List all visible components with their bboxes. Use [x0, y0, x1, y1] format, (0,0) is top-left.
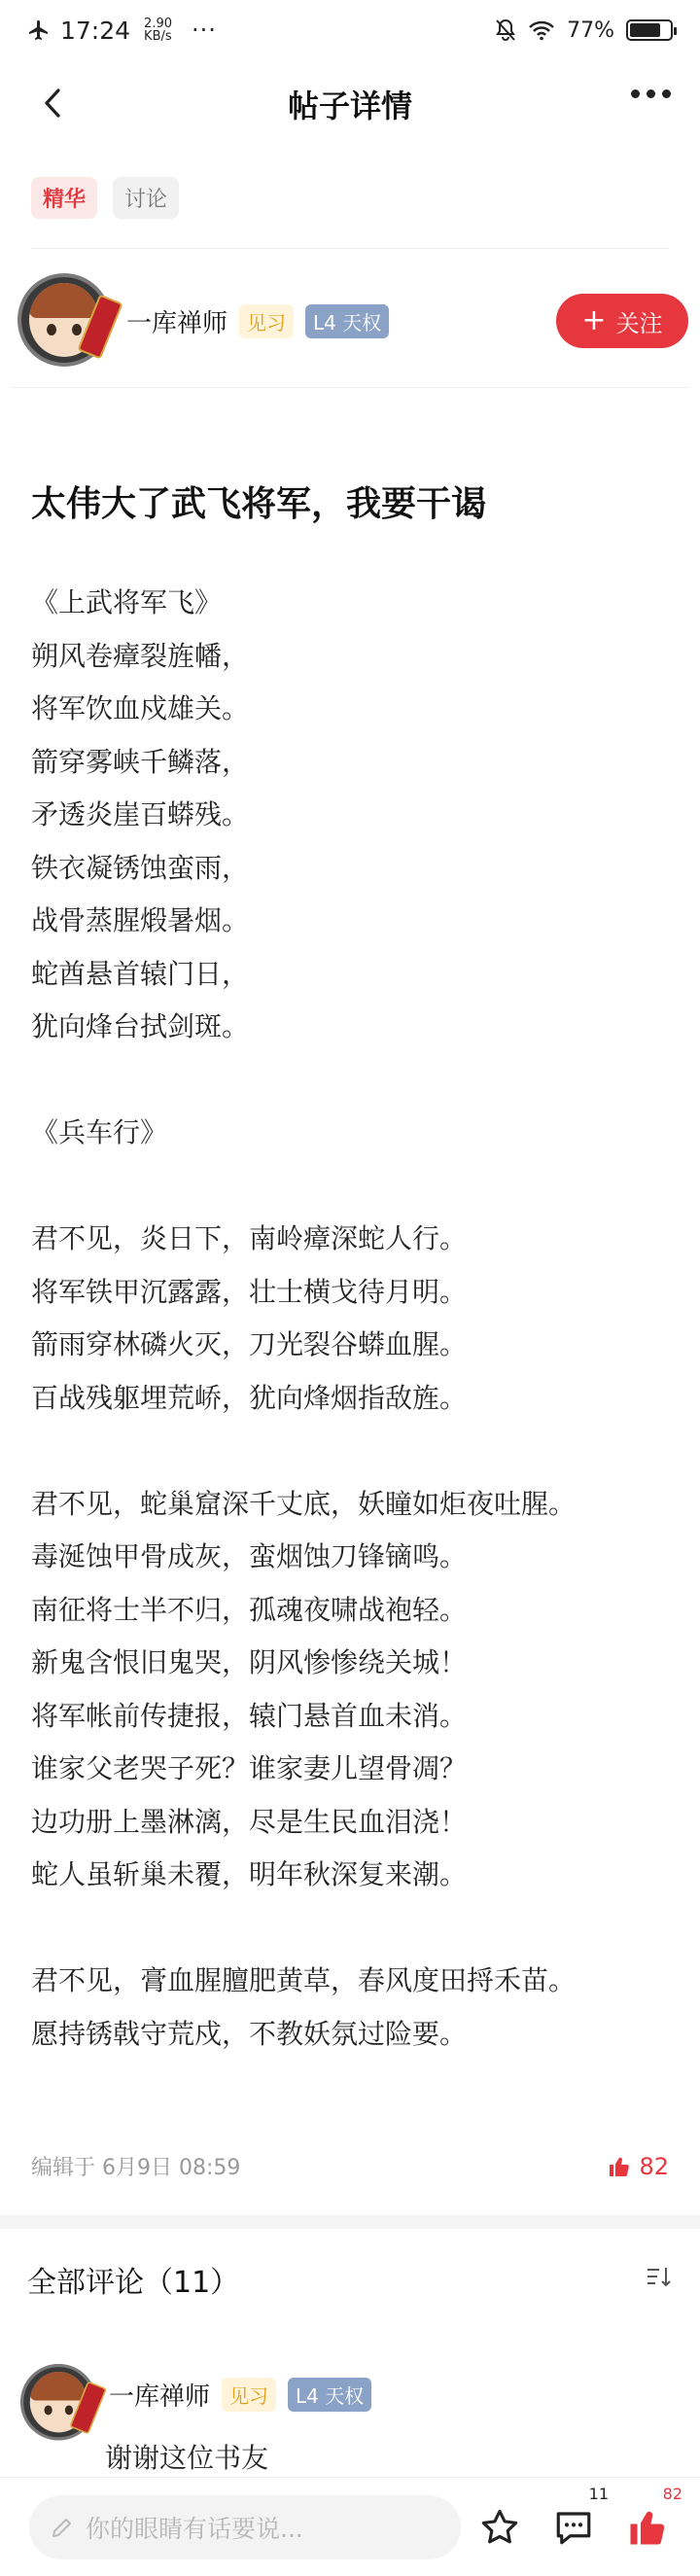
- comment-item: [16, 2351, 677, 2476]
- comment-text: 谢谢这位书友: [105, 2442, 269, 2474]
- follow-button[interactable]: [556, 294, 688, 348]
- thumbs-up-icon: [608, 2155, 631, 2178]
- poem-line: 蛇酋悬首辕门日，: [31, 957, 250, 990]
- post-like-count: 82: [639, 2152, 669, 2180]
- poem-line: 愿持锈戟守荒戍，不教妖氛过险要。: [31, 2017, 468, 2050]
- poem-line: 朔风卷瘴裂旌幡，: [31, 639, 250, 672]
- comment-input-placeholder: 你的眼睛有话要说...: [86, 2514, 303, 2543]
- post-like-button[interactable]: [608, 2153, 669, 2180]
- poem-line: 边功册上墨淋漓，尽是生民血泪浇！: [31, 1805, 468, 1838]
- star-icon: [479, 2507, 520, 2548]
- dot-icon: [631, 89, 640, 98]
- commenter-name[interactable]: 一库禅师: [109, 2382, 211, 2412]
- poem-line: 新鬼含恨旧鬼哭，阴风惨惨绕关城！: [31, 1646, 468, 1678]
- rank-badge: 见习: [222, 2378, 276, 2412]
- avatar[interactable]: [12, 267, 126, 374]
- poem-line: 君不见，炎日下，南岭瘴深蛇人行。: [31, 1222, 468, 1254]
- page-title: 帖子详情: [287, 88, 412, 124]
- poem-line: 箭雨穿林磷火灭，刀光裂谷蟒血腥。: [31, 1328, 468, 1360]
- poem-line: 《兵车行》: [31, 1116, 168, 1148]
- wifi-icon: [528, 19, 555, 41]
- level-badge: L4 天权: [305, 304, 389, 338]
- poem-line: 南征将士半不归，孤魂夜啸战袍轻。: [31, 1593, 468, 1626]
- poem-line: 君不见，膏血腥膻肥黄草，春风度田捋禾苗。: [31, 1964, 577, 1996]
- poem-line: 将军帐前传捷报，辕门悬首血未消。: [31, 1699, 468, 1732]
- dot-icon: [647, 89, 655, 98]
- blank-line: [31, 1160, 673, 1214]
- bottom-actions: [476, 2484, 682, 2551]
- poem-line: 犹向烽台拭剑斑。: [31, 1010, 250, 1042]
- bottom-bar: [0, 2477, 700, 2576]
- poem-line: 矛透炎崖百蟒残。: [31, 798, 250, 830]
- post-footer: [31, 2151, 669, 2181]
- battery-icon: [626, 19, 673, 41]
- poem-line: 战骨蒸腥煅暑烟。: [31, 904, 250, 936]
- avatar[interactable]: [16, 2359, 88, 2429]
- chevron-left-icon: [43, 88, 62, 119]
- back-button[interactable]: [35, 86, 70, 121]
- status-left: [27, 17, 217, 45]
- poem-line: 将军铁甲沉露露，壮士横戈待月明。: [31, 1275, 468, 1308]
- status-right: [495, 18, 673, 43]
- follow-label: 关注: [615, 309, 663, 337]
- blank-line: [31, 1425, 673, 1478]
- poem-line: 百战残躯埋荒峤，犹向烽烟指敌旌。: [31, 1381, 468, 1414]
- plus-icon: +: [581, 303, 607, 337]
- post-tags: [31, 177, 179, 219]
- comment-head: [16, 2351, 677, 2437]
- pencil-icon: [51, 2516, 74, 2539]
- poem-line: 蛇人虽斩巢未覆，明年秋深复来潮。: [31, 1858, 468, 1890]
- favorite-button[interactable]: [476, 2504, 523, 2551]
- blank-line: [31, 1054, 673, 1108]
- status-bar: [0, 0, 700, 60]
- rank-badge: 见习: [239, 304, 294, 338]
- edited-time: 编辑于 6月9日 08:59: [31, 2156, 241, 2180]
- divider: [31, 248, 669, 249]
- sort-button[interactable]: [646, 2265, 673, 2294]
- comments-header: [27, 2258, 673, 2301]
- poem-line: 铁衣凝锈蚀蛮雨，: [31, 851, 250, 884]
- poem-line: 将军饮血戍雄关。: [31, 692, 250, 724]
- post-body: [31, 577, 673, 2061]
- airplane-icon: [27, 18, 51, 42]
- post-title: 太伟大了武飞将军，我要干谒: [31, 483, 487, 524]
- tag-discussion[interactable]: 讨论: [113, 177, 179, 219]
- comment-input[interactable]: [29, 2495, 461, 2559]
- net-speed: 2.90 KB/s: [144, 17, 172, 44]
- bell-off-icon: [495, 18, 516, 42]
- status-dots: ···: [192, 17, 217, 44]
- section-separator: [0, 2215, 700, 2229]
- status-time: 17:24: [60, 16, 131, 45]
- like-count: 82: [662, 2484, 682, 2503]
- level-badge: L4 天权: [288, 2378, 371, 2412]
- tag-featured[interactable]: 精华: [31, 177, 97, 219]
- dot-icon: [662, 89, 671, 98]
- poem-line: 毒涎蚀甲骨成灰，蛮烟蚀刀锋镝鸣。: [31, 1540, 468, 1572]
- nav-bar: [0, 60, 700, 148]
- blank-line: [31, 1902, 673, 1956]
- poem-line: 谁家父老哭子死？谁家妻儿望骨凋？: [31, 1752, 468, 1784]
- sort-icon: [646, 2265, 673, 2288]
- like-button[interactable]: [624, 2484, 682, 2551]
- poem-line: 君不见，蛇巢窟深千丈底，妖瞳如炬夜吐腥。: [31, 1487, 577, 1520]
- more-options-button[interactable]: [631, 89, 671, 98]
- divider: [12, 387, 688, 388]
- comment-count: 11: [588, 2484, 609, 2503]
- poem-line: 《上武将军飞》: [31, 586, 223, 618]
- thumbs-up-icon: [627, 2507, 668, 2548]
- comments-title: 全部评论（11）: [27, 2266, 240, 2300]
- poem-line: 箭穿雾峡千鳞落，: [31, 745, 250, 778]
- author-row: [12, 267, 688, 374]
- battery-percent: 77%: [567, 18, 614, 43]
- author-name[interactable]: 一库禅师: [126, 308, 228, 338]
- chat-bubble-icon: [553, 2507, 594, 2548]
- comments-button[interactable]: [550, 2484, 609, 2551]
